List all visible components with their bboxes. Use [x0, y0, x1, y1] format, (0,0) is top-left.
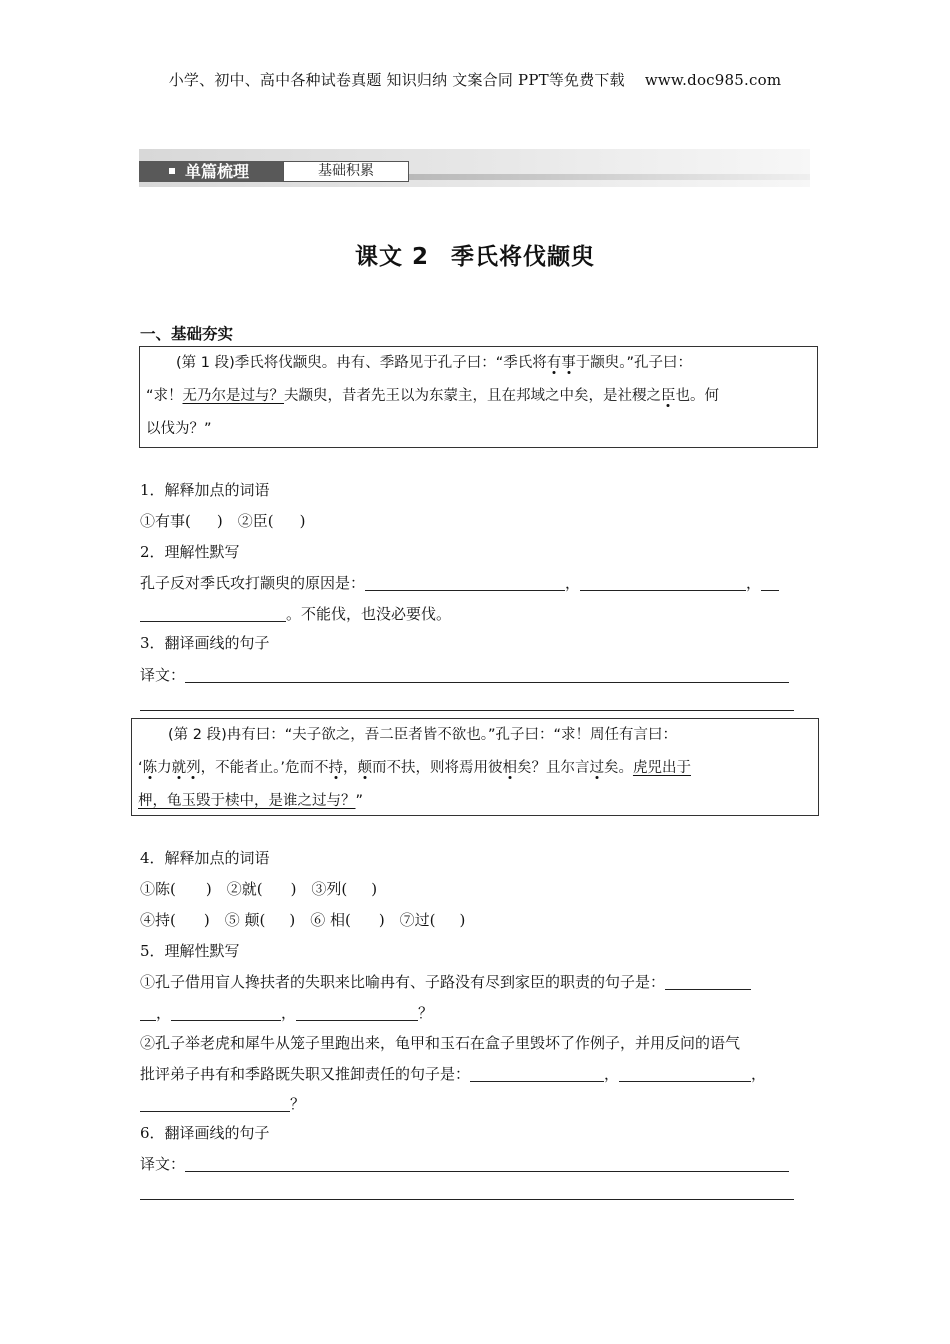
answer-blank[interactable]: [619, 1065, 751, 1082]
passage-box-1: [139, 346, 818, 448]
q3-answer-cont: [140, 694, 794, 712]
answer-blank[interactable]: [140, 605, 286, 622]
square-bullet-icon: [169, 168, 175, 174]
q4-row2: ④持( ) ⑤ 颠( ) ⑥ 相( ) ⑦过( ): [140, 911, 466, 929]
section-bar: [139, 149, 810, 187]
q3-label: 3．翻译画线的句子: [140, 634, 270, 652]
answer-blank[interactable]: [140, 1004, 156, 1021]
q2-text: 孔子反对季氏攻打颛臾的原因是： ， ，: [140, 572, 779, 593]
section-label-light: 基础积累: [283, 161, 409, 182]
q3-answer: 译文：: [140, 664, 789, 685]
underlined-sentence: 虎兕出于: [632, 760, 691, 776]
header-text: 小学、初中、高中各种试卷真题 知识归纳 文案合同 PPT等免费下载: [168, 71, 625, 89]
answer-blank[interactable]: [140, 694, 794, 711]
underlined-sentence: 无乃尔是过与？: [182, 388, 285, 404]
title-number: 课文 2: [354, 244, 429, 270]
section-label-dark: 单篇梳理: [139, 161, 283, 182]
answer-blank[interactable]: [580, 574, 746, 591]
q5-b-cont2: ？: [140, 1093, 305, 1114]
answer-blank[interactable]: [171, 1004, 281, 1021]
page-title: [0, 238, 950, 271]
q2-label: 2．理解性默写: [140, 543, 240, 561]
q5-a: ①孔子借用盲人搀扶者的失职来比喻冉有、子路没有尽到家臣的职责的句子是：: [140, 971, 751, 992]
q6-answer-cont: [140, 1183, 794, 1201]
answer-blank[interactable]: [761, 574, 779, 591]
answer-blank[interactable]: [140, 1183, 794, 1200]
answer-blank[interactable]: [185, 666, 789, 683]
q5-b: ②孔子举老虎和犀牛从笼子里跑出来，龟甲和玉石在盒子里毁坏了作例子，并用反问的语气: [140, 1034, 741, 1052]
q1-label: 1．解释加点的词语: [140, 481, 270, 499]
q6-label: 6．翻译画线的句子: [140, 1124, 270, 1142]
q2-text-cont: 。不能伐，也没必要伐。: [140, 603, 451, 624]
page-header: [0, 69, 950, 90]
answer-blank[interactable]: [665, 973, 751, 990]
answer-blank[interactable]: [470, 1065, 604, 1082]
title-name: 季氏将伐颛臾: [451, 244, 595, 270]
answer-blank[interactable]: [185, 1155, 789, 1172]
q6-answer: 译文：: [140, 1153, 789, 1174]
answer-blank[interactable]: [140, 1095, 290, 1112]
part1-heading: 一、基础夯实: [140, 325, 234, 343]
underlined-sentence: 柙，龟玉毁于椟中，是谁之过与？: [138, 793, 356, 809]
q4-row1: ①陈( ) ②就( ) ③列( ): [140, 880, 378, 898]
passage-box-2: [131, 718, 819, 816]
q5-label: 5．理解性默写: [140, 942, 240, 960]
passage-line: (第 2 段)冉有曰：“夫子欲之，吾二臣者皆不欲也。”孔子曰：“求！周任有言曰：: [168, 727, 678, 743]
passage-line: (第 1 段)季氏将伐颛臾。冉有、季路见于孔子曰：“季氏将有事于颛臾。”孔子曰：: [176, 355, 693, 371]
passage-line: ‘陈力就列，不能者止。’危而不持，颠而不扶，则将焉用彼相矣？且尔言过矣。虎兕出于: [138, 760, 691, 776]
q4-label: 4．解释加点的词语: [140, 849, 270, 867]
passage-line: 柙，龟玉毁于椟中，是谁之过与？”: [138, 793, 364, 809]
answer-blank[interactable]: [296, 1004, 418, 1021]
header-url[interactable]: www.doc985.com: [644, 71, 782, 89]
passage-line: 以伐为？”: [146, 421, 212, 437]
passage-line: “求！无乃尔是过与？夫颛臾，昔者先王以为东蒙主，且在邦域之中矣，是社稷之臣也。何: [146, 388, 720, 404]
answer-blank[interactable]: [365, 574, 565, 591]
q5-b-cont: 批评弟子冉有和季路既失职又推卸责任的句子是： ， ，: [140, 1065, 767, 1083]
q5-a-cont: ， ， ？: [140, 1002, 433, 1023]
q1-items: ①有事( ) ②臣( ): [140, 512, 306, 530]
